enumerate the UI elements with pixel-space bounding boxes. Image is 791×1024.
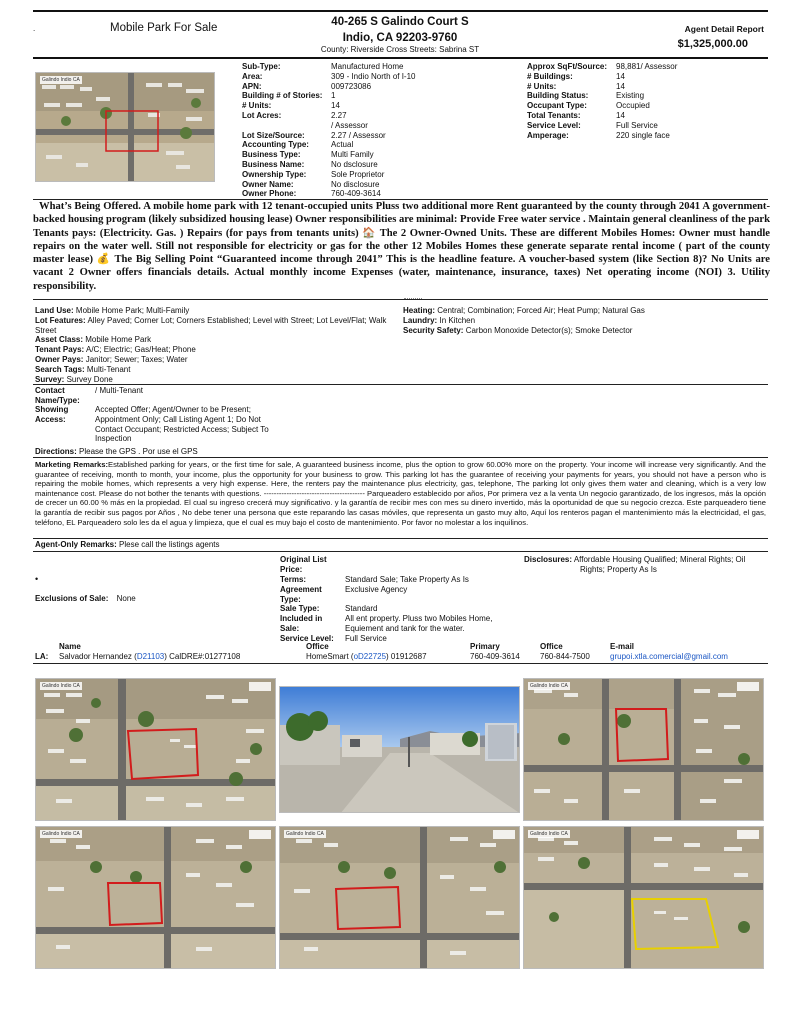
features-left-label: Owner Pays: <box>35 354 84 364</box>
service-level-label: Service Level: <box>280 633 334 643</box>
aerial-photo-5[interactable] <box>523 826 764 969</box>
address-line2: Indio, CA 92203-9760 <box>342 32 458 44</box>
details-right-row <box>527 82 677 92</box>
features-left-item <box>35 306 395 316</box>
details-left-value: 2.27 <box>331 110 347 120</box>
details-right-label: Amperage: <box>527 130 569 140</box>
details-left-label: Business Type: <box>242 150 301 160</box>
included-value-1: All ent property. Pluss two Mobiles Home, <box>345 614 493 624</box>
features-left-label: Tenant Pays: <box>35 345 85 355</box>
details-left-row <box>242 82 416 92</box>
directions-rule <box>33 457 768 458</box>
photo-5-tag: Galindo Indio CA <box>530 831 568 837</box>
agent-office-suffix: ) 01912687 <box>386 652 427 661</box>
details-left-label: Ownership Type: <box>242 169 307 179</box>
contact-label-line1: Contact <box>35 386 65 395</box>
agent-name-value: Salvador Hernandez ( <box>59 652 137 661</box>
features-right-label: Security Safety: <box>403 325 464 335</box>
features-left-item <box>35 365 395 375</box>
details-right-row <box>527 101 677 111</box>
disclosures-label: Disclosures: <box>524 555 573 564</box>
remarks-rule <box>33 551 768 552</box>
top-rule <box>33 10 768 12</box>
agreement-label: Agreement <box>280 584 322 594</box>
details-left-label: Business Name: <box>242 159 305 169</box>
marketing-label: Marketing Remarks: <box>35 460 109 469</box>
details-right-label: Occupant Type: <box>527 101 587 111</box>
features-right-item <box>403 316 768 326</box>
details-left-row <box>242 91 416 101</box>
agent-office <box>306 652 427 662</box>
features-left-value: Survey Done <box>66 374 113 384</box>
exclusions <box>35 594 136 604</box>
original-price-label: Price: <box>280 564 303 574</box>
details-right <box>527 62 677 140</box>
original-list-label: Original List <box>280 555 327 564</box>
marketing-remarks <box>35 460 766 527</box>
details-right-row <box>527 62 677 72</box>
details-right-value: Existing <box>616 91 645 101</box>
details-left-value: 760-409-3614 <box>331 189 381 199</box>
aerial-photo-2[interactable] <box>523 678 764 821</box>
contact-label <box>35 386 80 406</box>
sale-type-value: Standard <box>345 604 378 614</box>
details-right-label: Approx SqFt/Source: <box>527 62 608 71</box>
disclosures-value-2: Rights; Property As Is <box>580 564 657 574</box>
details-right-value: 14 <box>616 71 625 81</box>
included-label-2: Sale: <box>280 623 300 633</box>
directions-value: Please the GPS . Por use el GPS <box>79 447 198 456</box>
agent-office-value: HomeSmart ( <box>306 652 354 661</box>
details-right-row <box>527 131 677 141</box>
features-right-item <box>403 326 768 336</box>
photo-map-tag: Galindo Indio CA <box>42 77 80 83</box>
details-left-value: Multi Family <box>331 150 374 160</box>
included-value-2: Equiement and tank for the water. <box>345 623 465 633</box>
price: $1,325,000.00 <box>677 38 748 50</box>
details-left-value: 14 <box>331 101 340 111</box>
disclosures <box>524 555 768 575</box>
details-left-value: 009723086 <box>331 81 372 91</box>
features-right-label: Laundry: <box>403 315 438 325</box>
features-right-value: Central; Combination; Forced Air; Heat Pump; Natural Gas <box>437 306 645 315</box>
street-photo[interactable] <box>279 686 520 813</box>
showing-value: Accepted Offer; Agent/Owner to be Present; Appointment Only; Call Listing Agent 1; Do Not Contact Occupant; Restricted Access; Subject To Inspection <box>95 405 269 444</box>
details-left-row <box>242 131 416 141</box>
features-left-label: Lot Features: <box>35 315 86 325</box>
details-right-value: 14 <box>616 81 625 91</box>
report-type: Agent Detail Report <box>684 24 764 34</box>
agent-rule <box>33 663 768 664</box>
details-left-label: Lot Size/Source: <box>242 130 305 140</box>
agent-primary-header: Primary <box>470 642 500 651</box>
photo-3-tag: Galindo Indio CA <box>42 831 80 837</box>
showing-label-line2: Access: <box>35 414 66 424</box>
agreement-label-2: Type: <box>280 594 301 604</box>
listing-type: Mobile Park For Sale <box>110 22 218 34</box>
details-right-label: # Buildings: <box>527 71 573 81</box>
features-right <box>403 306 768 335</box>
header-dot: . <box>33 24 36 33</box>
details-left-row <box>242 180 416 190</box>
features-right-label: Heating: <box>403 306 435 315</box>
details-right-value: 14 <box>616 110 625 120</box>
details-left-value: No disclosure <box>331 179 380 189</box>
agent-email-link[interactable]: grupoi.xtla.comercial@gmail.com <box>610 652 728 661</box>
agent-office-phone: 760-844-7500 <box>540 652 590 661</box>
features-left-item <box>35 355 395 365</box>
details-left-label: Area: <box>242 71 263 81</box>
details-right-row <box>527 121 677 131</box>
details-left-row <box>242 170 416 180</box>
details-left-row <box>242 150 416 160</box>
details-left-row <box>242 72 416 82</box>
details-left-label <box>242 121 331 131</box>
address-line3: County: Riverside Cross Streets: Sabrina ST <box>320 45 480 54</box>
showing-label-line1: Showing <box>35 405 69 414</box>
agent-name <box>59 652 240 662</box>
details-left-value: 2.27 / Assessor <box>331 130 386 140</box>
details-left-label: Owner Phone: <box>242 189 297 199</box>
features-left-item <box>35 316 395 336</box>
dotted-mark <box>404 298 422 299</box>
stray-dot: • <box>35 574 39 584</box>
features-left-item <box>35 335 395 345</box>
sale-block <box>280 555 327 575</box>
agreement-value: Exclusive Agency <box>345 584 408 594</box>
terms-label: Terms: <box>280 575 307 584</box>
details-right-value: Full Service <box>616 120 658 130</box>
directions-label: Directions: <box>35 447 77 456</box>
features-left-label: Survey: <box>35 374 65 384</box>
contact-label-line2: Name/Type: <box>35 395 80 405</box>
details-left-row <box>242 140 416 150</box>
details-left-label: Sub-Type: <box>242 62 281 71</box>
features-left-label: Search Tags: <box>35 364 85 374</box>
header-rule <box>33 57 768 59</box>
features-left <box>35 306 395 384</box>
details-left <box>242 62 416 199</box>
agent-remarks <box>35 540 220 550</box>
details-left-label: Lot Acres: <box>242 110 282 120</box>
exclusions-value: None <box>116 594 136 603</box>
details-left-label: Accounting Type: <box>242 140 309 150</box>
details-right-value: 220 single face <box>616 130 670 140</box>
exclusions-label: Exclusions of Sale: <box>35 594 109 603</box>
details-left-row <box>242 189 416 199</box>
details-left-row <box>242 160 416 170</box>
property-description: What’s Being Offered. A mobile home park with 12 tenant-occupied units Pluss two additional more Rent guaranteed by the county through 2041 A government-backed housing program (likely subsidized housing lease) Owner responsibilities are minimal: Provide Free water service . Maintain general cleanliness of the park Tenants pays: (Electricity. Gas. ) Repairs (for pays from tenants units) 🏠 The 2 Owner-Owned Units. These are different Mobiles Homes: Owner must handle repairs on the water well. Still not responsible for electricity or gas for the other 12 Mobiles Homes these generate separate rental income ( part of the county master lease) 💰 The Big Selling Point “Guaranteed income through 2041” This is the headline feature. A voucher-based system (like Section 8)? No Units are vacant 2 Owner offers financials details. Actual monthly income Expenses (water, maintenance, insurance, taxes) Net operating income (NOI) 3. Utility responsibility. <box>33 201 770 292</box>
details-left-row <box>242 62 416 72</box>
agent-email-header: E-mail <box>610 642 635 651</box>
features-left-value: Mobile Home Park; Multi-Family <box>75 306 190 315</box>
photo-4-tag: Galindo Indio CA <box>286 831 324 837</box>
agent-name-header: Name <box>59 642 81 651</box>
marketing-rule <box>33 538 768 539</box>
aerial-photo-1[interactable] <box>35 678 276 821</box>
details-left-row <box>242 121 416 131</box>
details-left-value: Sole Proprietor <box>331 169 385 179</box>
photo-1-tag: Galindo Indio CA <box>42 683 80 689</box>
features-right-value: Carbon Monoxide Detector(s); Smoke Detector <box>465 325 633 335</box>
showing-label <box>35 405 68 425</box>
photo-1-legend <box>249 682 271 691</box>
agent-id-link[interactable]: D21103 <box>136 652 165 661</box>
details-right-value: Occupied <box>616 101 650 111</box>
la-label: LA: <box>35 652 49 661</box>
details-left-row <box>242 101 416 111</box>
aerial-photo-3[interactable] <box>35 826 276 969</box>
details-left-value: Actual <box>331 140 354 150</box>
marketing-value: Established parking for years, or the first time for sale, A guaranteed business income, plus the option to grow 60.00% more on the property. Your income will increase very significantly. And the guarantee of receiving, month to month, your income, plus the opportunity for your business to grow. This parking lot has the guarantee of receiving your payments for years, you should not have a person who is repairing the mobile homes, which represents a very high expense. Here, the renters pay the maintenance plus electricity, gas, telephone, The parking lot only gives them water and cleaning, which is a very low maintenance cost. Please do not bother the tenants with questions. ---------------------------------------- Parqueadero establecido por años, Por primera vez a la venta Un negocio garantizado, de los ingresos, más la opción de crecer un 60.00 % más en la propiedad. El cual su ingreso crecerá muy significativo. y la garantía de recibir mes con mes su dinero invertido, más la oportunidad de que su negocio crezca. Este parqueadero tiene la garantía de recibir sus pagos por Años , No debe tener una persona que este reparando las casas móviles, que representa un gasto muy alto, Aquí los renteros pagan el mantenimiento más la electricidad, el gas, teléfono, EL Parqueadero solo les da el agua y limpieza, que el cual es muy bajo el costo de mantenimiento. Por favor no molestar a los inquilinos. <box>35 460 766 527</box>
details-left-row <box>242 111 416 121</box>
photo-2-tag: Galindo Indio CA <box>530 683 568 689</box>
details-right-row <box>527 72 677 82</box>
agent-dre: ) CalDRE#:01277108 <box>164 652 241 661</box>
agent-primary-phone: 760-409-3614 <box>470 652 520 661</box>
features-right-item <box>403 306 768 316</box>
features-left-item <box>35 345 395 355</box>
features-left-value: Janitor; Sewer; Taxes; Water <box>85 354 188 364</box>
photo-3-legend <box>249 830 271 839</box>
sale-fields <box>280 575 520 644</box>
office-id-link[interactable]: oD22725 <box>353 652 387 661</box>
sale-type-label: Sale Type: <box>280 604 320 614</box>
details-right-value: 98,881/ Assessor <box>616 62 678 71</box>
details-left-label: APN: <box>242 81 262 91</box>
agent-remarks-value: Plese call the listings agents <box>119 540 220 549</box>
agent-office-header: Office <box>306 642 329 651</box>
features-right-value: In Kitchen <box>439 315 476 325</box>
details-right-row <box>527 111 677 121</box>
photo-2-legend <box>737 682 759 691</box>
features-left-label: Land Use: <box>35 306 74 315</box>
features-rule <box>33 384 768 385</box>
details-left-value: / Assessor <box>331 120 368 130</box>
photo-4-legend <box>493 830 515 839</box>
features-left-label: Asset Class: <box>35 335 84 345</box>
address-line1: 40-265 S Galindo Court S <box>331 16 469 28</box>
features-left-value: Mobile Home Park <box>85 335 152 345</box>
features-left-value: A/C; Electric; Gas/Heat; Phone <box>85 345 196 355</box>
details-left-value: Manufactured Home <box>331 62 404 71</box>
aerial-photo-4[interactable] <box>279 826 520 969</box>
main-aerial-photo[interactable] <box>35 72 215 182</box>
details-right-label: Service Level: <box>527 120 581 130</box>
contact-value: / Multi-Tenant <box>95 386 144 395</box>
details-left-label: Building # of Stories: <box>242 91 323 101</box>
photo-5-legend <box>737 830 759 839</box>
agent-officephone-header: Office <box>540 642 563 651</box>
included-label: Included in <box>280 614 323 624</box>
details-right-label: Building Status: <box>527 91 589 101</box>
details-right-label: Total Tenants: <box>527 110 581 120</box>
features-left-item <box>35 375 395 385</box>
disclosures-value-1: Affordable Housing Qualified; Mineral Rights; Oil <box>573 555 746 564</box>
terms-value: Standard Sale; Take Property As Is <box>345 575 469 584</box>
features-left-value: Alley Paved; Corner Lot; Corners Established; Level with Street; Lot Level/Flat; Walk Street <box>35 315 387 335</box>
details-left-value: 1 <box>331 91 336 101</box>
description-rule <box>33 299 768 300</box>
agent-remarks-label: Agent-Only Remarks: <box>35 540 117 549</box>
details-left-value: 309 - Indio North of I-10 <box>331 71 416 81</box>
details-left-label: Owner Name: <box>242 179 294 189</box>
details-right-row <box>527 91 677 101</box>
directions <box>35 447 198 457</box>
service-level-value: Full Service <box>345 633 387 643</box>
details-left-label: # Units: <box>242 101 272 111</box>
details-left-value: No dsclosure <box>331 159 378 169</box>
details-right-label: # Units: <box>527 81 557 91</box>
features-left-value: Multi-Tenant <box>86 364 131 374</box>
